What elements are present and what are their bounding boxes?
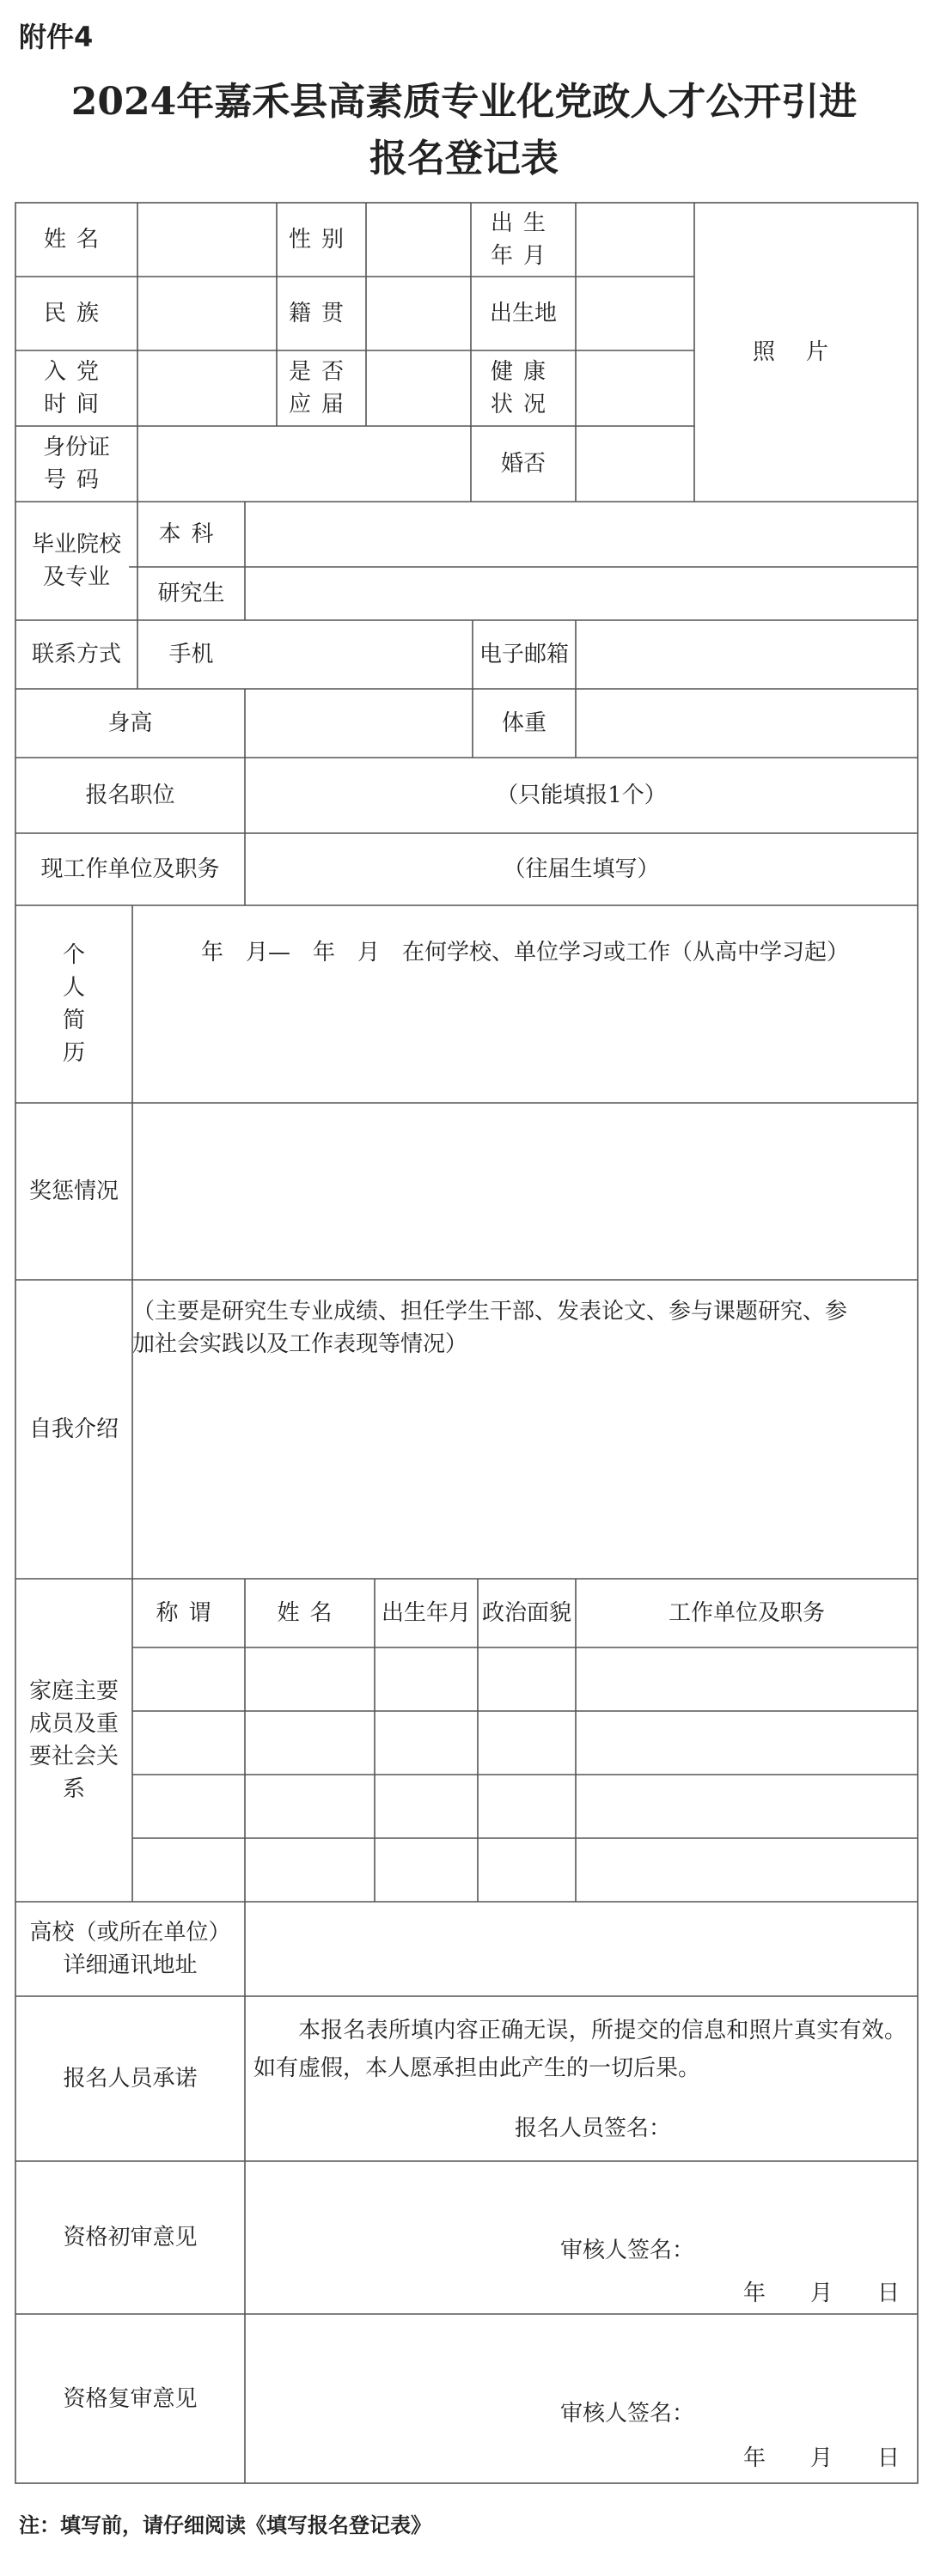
input-height[interactable] <box>245 689 473 758</box>
pledge-signature[interactable]: 报名人员签名： <box>514 2116 671 2141</box>
input-native-place[interactable] <box>366 277 471 350</box>
label-current-job: 现工作单位及职务 <box>40 856 220 882</box>
label-id-card: 身份证 号码 <box>42 435 110 493</box>
label-family: 家庭主要 成员及重 要社会关 系 <box>28 1678 119 1802</box>
input-birth-date[interactable] <box>576 203 694 277</box>
input-address[interactable] <box>245 1902 918 1996</box>
label-position: 报名职位 <box>85 783 175 808</box>
label-height: 身高 <box>107 710 153 736</box>
label-gender: 性别 <box>288 227 354 253</box>
input-birthplace[interactable] <box>576 277 694 350</box>
label-contact: 联系方式 <box>31 642 121 667</box>
input-weight[interactable] <box>576 689 918 758</box>
self-intro-hint-1: （主要是研究生专业成绩、担任学生干部、发表论文、参与课题研究、参 <box>132 1299 848 1325</box>
label-pledge: 报名人员承诺 <box>63 2066 198 2092</box>
input-phone[interactable] <box>245 620 473 689</box>
label-name: 姓名 <box>43 227 109 253</box>
label-phone: 手机 <box>168 642 214 667</box>
input-awards[interactable] <box>132 1103 918 1280</box>
input-current-job[interactable]: （往届生填写） <box>503 856 660 882</box>
attachment-label: 附件4 <box>19 21 94 53</box>
family-header-work: 工作单位及职务 <box>668 1600 825 1626</box>
footer-note: 注：填写前，请仔细阅读《填写报名登记表》 <box>19 2513 431 2537</box>
label-marital: 婚否 <box>500 451 546 477</box>
label-native-place: 籍贯 <box>288 301 354 326</box>
input-health[interactable] <box>576 350 694 426</box>
label-weight: 体重 <box>501 710 546 736</box>
label-birthplace: 出生地 <box>489 301 557 326</box>
label-ethnicity: 民族 <box>43 301 109 326</box>
input-name[interactable] <box>137 203 277 277</box>
label-education: 毕业院校 及专业 <box>31 532 121 590</box>
second-review-date[interactable]: 年 月 日 <box>742 2445 900 2471</box>
label-email: 电子邮箱 <box>479 642 569 667</box>
label-address: 高校（或所在单位） 详细通讯地址 <box>29 1920 231 1978</box>
initial-review-signature[interactable]: 审核人签名： <box>559 2238 694 2263</box>
label-party-time: 入党 时间 <box>43 359 109 417</box>
input-resume[interactable]: 年 月— 年 月 在何学校、单位学习或工作（从高中学习起） <box>200 940 849 965</box>
form-title-line2: 报名登记表 <box>369 137 559 180</box>
self-intro-hint-2: 加社会实践以及工作表现等情况） <box>132 1331 468 1357</box>
label-health: 健康 状况 <box>490 359 556 417</box>
input-marital[interactable] <box>576 426 694 502</box>
label-undergrad: 本科 <box>158 521 224 547</box>
input-party-time[interactable] <box>137 350 277 426</box>
label-fresh-graduate: 是否 应届 <box>288 359 354 417</box>
initial-review-date[interactable]: 年 月 日 <box>742 2281 900 2306</box>
label-birth-date: 出生 年月 <box>490 210 556 269</box>
photo-box[interactable]: 照片 <box>752 339 859 365</box>
input-id-card[interactable] <box>137 426 471 502</box>
label-second-review: 资格复审意见 <box>63 2385 198 2412</box>
family-header-name: 姓名 <box>277 1600 343 1626</box>
pledge-text: 本报名表所填内容正确无误，所提交的信息和照片真实有效。如有虚假，本人愿承担由此产生的一切后果。 <box>253 2018 907 2081</box>
label-resume: 个 人 简 历 <box>62 942 85 1066</box>
family-rows[interactable] <box>132 1647 918 1902</box>
input-position[interactable]: （只能填报1个） <box>496 783 667 808</box>
input-ethnicity[interactable] <box>137 277 277 350</box>
family-header-relation: 称谓 <box>156 1600 222 1626</box>
form-title-line1: 2024年嘉禾县高素质专业化党政人才公开引进 <box>70 80 858 124</box>
input-email[interactable] <box>576 620 918 689</box>
label-self-intro: 自我介绍 <box>28 1416 119 1442</box>
input-undergrad[interactable] <box>245 502 918 567</box>
family-header-politics: 政治面貌 <box>481 1600 571 1626</box>
input-self-intro[interactable] <box>132 1280 918 1579</box>
second-review-signature[interactable]: 审核人签名： <box>559 2401 694 2427</box>
label-initial-review: 资格初审意见 <box>63 2225 198 2250</box>
label-graduate: 研究生 <box>157 581 225 606</box>
input-gender[interactable] <box>366 203 471 277</box>
input-fresh-graduate[interactable] <box>366 350 471 426</box>
label-awards: 奖惩情况 <box>28 1178 119 1204</box>
family-header-birth: 出生年月 <box>381 1600 471 1626</box>
input-graduate[interactable] <box>245 567 918 620</box>
